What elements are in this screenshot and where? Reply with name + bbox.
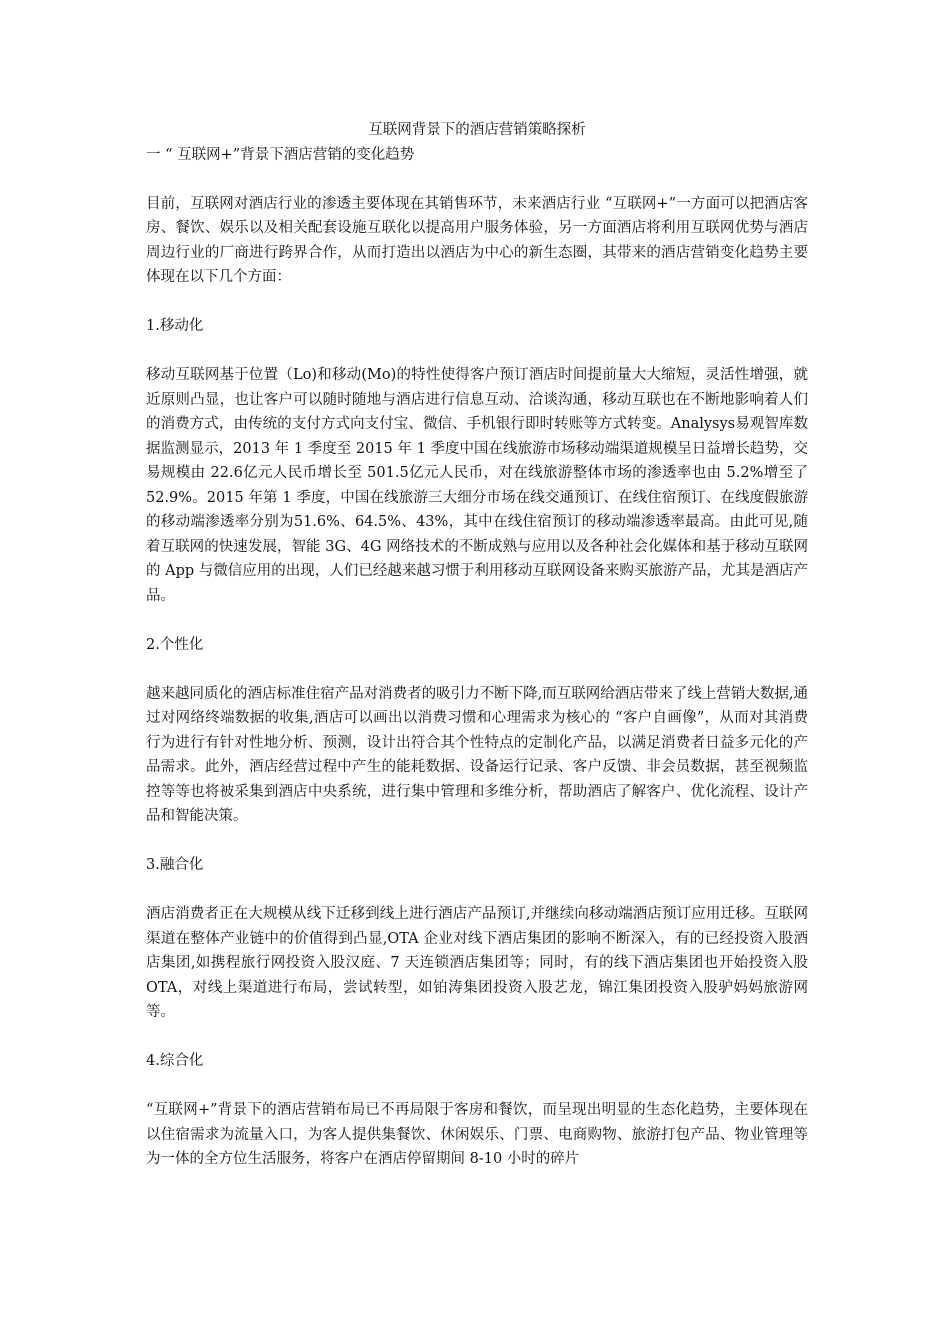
intro-paragraph: 目前，互联网对酒店行业的渗透主要体现在其销售环节，未来酒店行业 “互联网+”一方面可以把酒店客房、餐饮、娱乐以及相关配套设施互联化以提高用户服务体验，另一方面酒店将利用互联网优势与酒店周边行业的厂商进行跨界合作，从而打造出以酒店为中心的新生态圈，其带来的酒店营销变化趋势主要体现在以下几个方面： xyxy=(146,195,808,285)
subheading-mobile: 1.移动化 xyxy=(146,318,204,334)
document-title: 互联网背景下的酒店营销策略探析 xyxy=(368,122,586,138)
paragraph-mobile: 移动互联网基于位置（Lo)和移动(Mo)的特性使得客户预订酒店时间提前量大大缩短，灵活性增强，就近原则凸显，也让客户可以随时随地与酒店进行信息互动、洽谈沟通，移动互联也在不断地影响着人们的消费方式，由传统的支付方式向支付宝、微信、手机银行即时转账等方式转变。Analysys易观智库数据监测显示，2013 年 1 季度至 2015 年 1 季度中国在线旅游市场移动端渠道规模呈日益增长趋势，交易规模由 22.6亿元人民币增长至 501.5亿元人民币，对在线旅游整体市场的渗透率也由 5.2%增至了 52.9%。2015 年第 1 季度，中国在线旅游三大细分市场在线交通预订、在线住宿预订、在线度假旅游的移动端渗透率分别为51.6%、64.5%、43%，其中在线住宿预订的移动端渗透率最高。由此可见,随着互联网的快速发展，智能 3G、4G 网络技术的不断成熟与应用以及各种社会化媒体和基于移动互联网的 App 与微信应用的出现，人们已经越来越习惯于利用移动互联网设备来购买旅游产品，尤其是酒店产品。 xyxy=(146,367,808,604)
subheading-personalized: 2.个性化 xyxy=(146,636,204,653)
subheading-comprehensive: 4.综合化 xyxy=(146,1053,204,1069)
subheading-integration: 3.融合化 xyxy=(146,857,204,873)
paragraph-personalized: 越来越同质化的酒店标准住宿产品对消费者的吸引力不断下降,而互联网给酒店带来了线上营销大数据,通过对网络终端数据的收集,酒店可以画出以消费习惯和心理需求为核心的 “客户自画像”，从而对其消费行为进行有针对性地分析、预测，设计出符合其个性特点的定制化产品，以满足消费者日益多元化的产品需求。此外，酒店经营过程中产生的能耗数据、设备运行记录、客户反馈、非会员数据，甚至视频监控等等也将被采集到酒店中央系统，进行集中管理和多维分析，帮助酒店了解客户、优化流程、设计产品和智能决策。 xyxy=(146,685,808,824)
paragraph-integration: 酒店消费者正在大规模从线下迁移到线上进行酒店产品预订,并继续向移动端酒店预订应用迁移。互联网渠道在整体产业链中的价值得到凸显,OTA 企业对线下酒店集团的影响不断深入，有的已经投资入股酒店集团,如携程旅行网投资入股汉庭、7 天连锁酒店集团等；同时，有的线下酒店集团也开始投资入股 OTA，对线上渠道进行布局，尝试转型，如铂涛集团投资入股艺龙，锦江集团投资入股驴妈妈旅游网等。 xyxy=(146,906,808,1020)
paragraph-comprehensive: “互联网+”背景下的酒店营销布局已不再局限于客房和餐饮，而呈现出明显的生态化趋势，主要体现在以住宿需求为流量入口，为客人提供集餐饮、休闲娱乐、门票、电商购物、旅游打包产品、物业管理等为一体的全方位生活服务，将客户在酒店停留期间 8-10 小时的碎片 xyxy=(146,1102,808,1167)
section-heading: 一 “ 互联网+”背景下酒店营销的变化趋势 xyxy=(146,146,415,163)
document-page xyxy=(146,118,808,1196)
